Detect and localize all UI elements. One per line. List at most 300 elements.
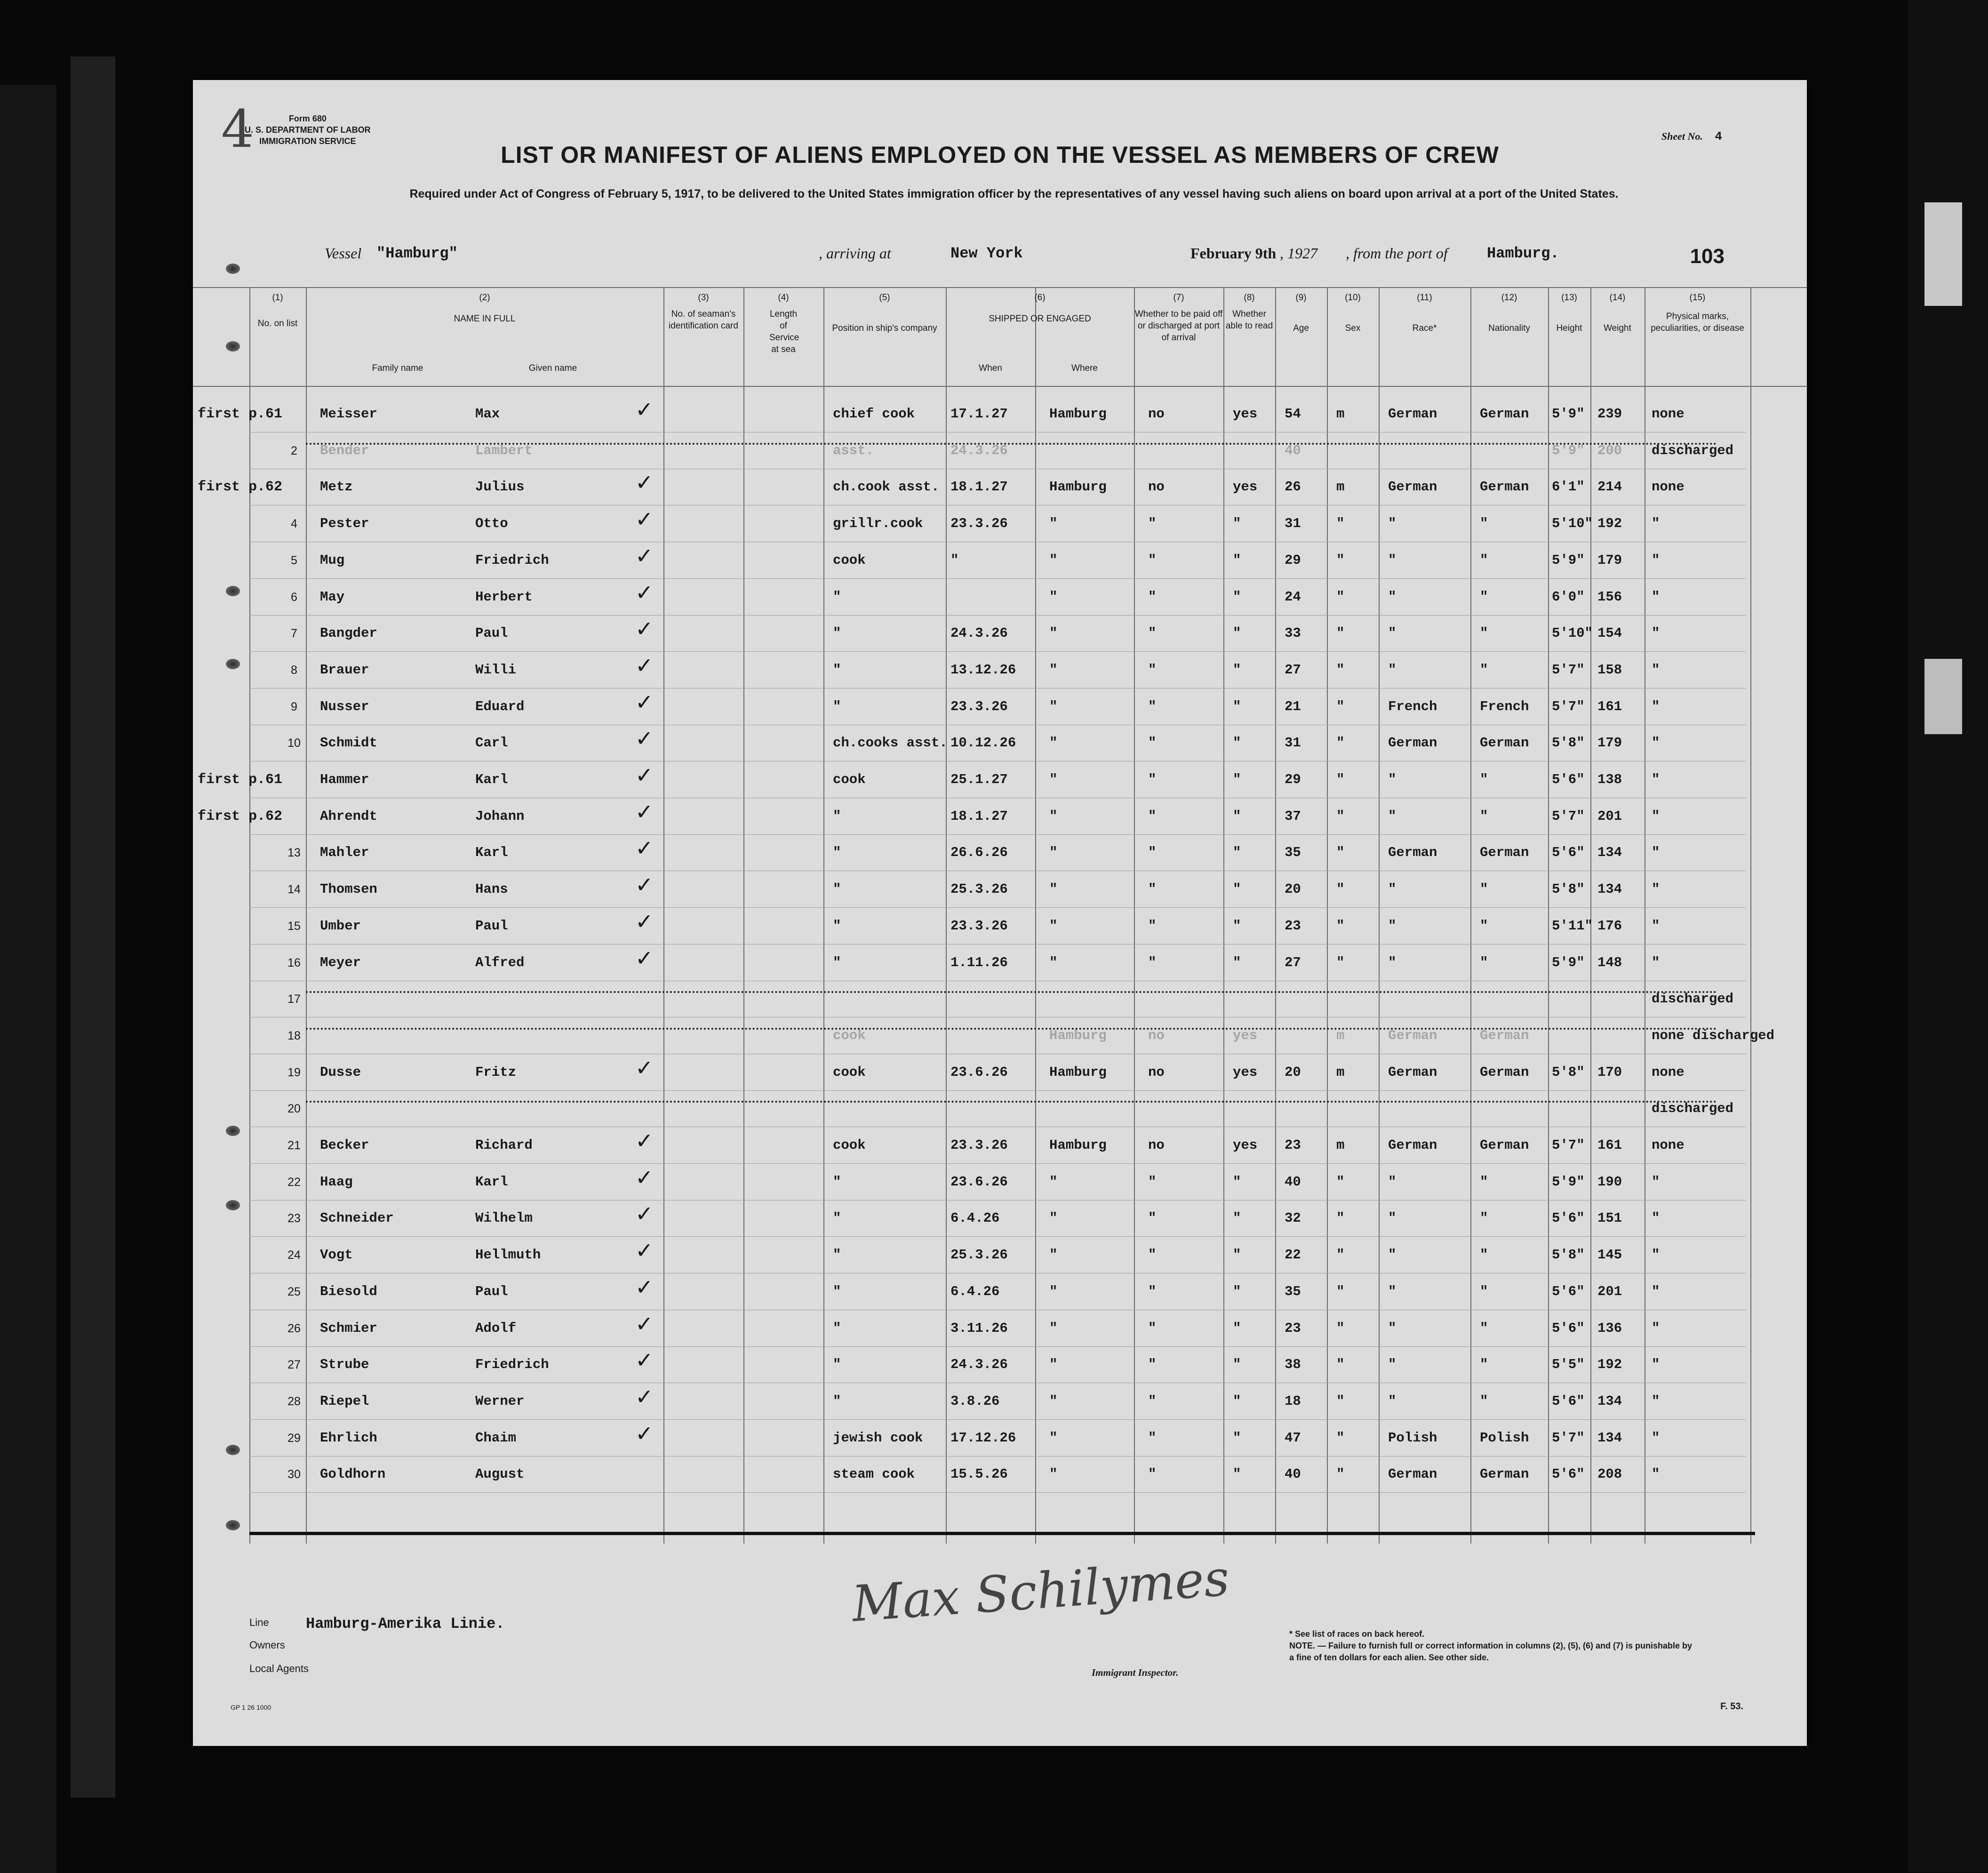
table-row xyxy=(193,945,1807,987)
shipped-when: 17.1.27 xyxy=(950,406,1008,422)
id-check: ✓ xyxy=(635,762,654,788)
nationality: German xyxy=(1480,406,1529,422)
paid-off: " xyxy=(1148,1393,1157,1409)
position: " xyxy=(833,918,841,934)
shipped-where: " xyxy=(1049,1393,1058,1409)
height: 5'6" xyxy=(1552,772,1585,787)
shipped-where: Hamburg xyxy=(1049,1137,1107,1153)
able-to-read: " xyxy=(1233,1321,1241,1336)
row-number: 19 xyxy=(287,1066,301,1079)
race: " xyxy=(1388,1393,1397,1409)
col-header-given: Given name xyxy=(528,363,577,373)
family-name: Meisser xyxy=(320,406,377,422)
height: 5'11" xyxy=(1552,918,1593,934)
id-check: ✓ xyxy=(635,835,654,861)
row-number: 18 xyxy=(287,1029,301,1042)
table-row xyxy=(193,1165,1807,1207)
physical-marks: discharged xyxy=(1652,443,1734,458)
able-to-read: " xyxy=(1233,1210,1241,1226)
table-row xyxy=(193,1201,1807,1243)
physical-marks: " xyxy=(1652,1247,1660,1263)
race: " xyxy=(1388,808,1397,824)
race: " xyxy=(1388,955,1397,970)
shipped-where: " xyxy=(1049,662,1058,678)
paid-off: " xyxy=(1148,1430,1157,1446)
col-header-14: (14) Weight xyxy=(1604,293,1631,333)
height: 5'7" xyxy=(1552,1137,1585,1153)
col-header-where: Where xyxy=(1071,363,1098,373)
race: German xyxy=(1388,406,1437,422)
age: 40 xyxy=(1285,1466,1301,1482)
physical-marks: " xyxy=(1652,1466,1660,1482)
paid-off: " xyxy=(1148,1247,1157,1263)
weight: 179 xyxy=(1597,552,1622,568)
table-row xyxy=(193,1026,1807,1060)
nationality: " xyxy=(1480,1321,1488,1336)
paid-off: no xyxy=(1148,1065,1165,1080)
physical-marks: " xyxy=(1652,552,1660,568)
age: 23 xyxy=(1285,1137,1301,1153)
nationality: " xyxy=(1480,1393,1488,1409)
family-name: Haag xyxy=(320,1174,353,1190)
paid-off: no xyxy=(1148,479,1165,495)
weight: 154 xyxy=(1597,625,1622,641)
row-rule xyxy=(249,834,1746,835)
race: " xyxy=(1388,516,1397,531)
row-rule xyxy=(249,1419,1746,1420)
position: " xyxy=(833,1321,841,1336)
sex: " xyxy=(1336,1174,1345,1190)
binder-tab xyxy=(1924,659,1962,734)
nationality: German xyxy=(1480,1137,1529,1153)
race: German xyxy=(1388,1466,1437,1482)
family-name: Ahrendt xyxy=(320,808,377,824)
position: cook xyxy=(833,1065,866,1080)
row-number: 13 xyxy=(287,846,301,859)
arrival-year: , 1927 xyxy=(1280,245,1317,262)
col-header-4: (4) Length of Service at sea xyxy=(769,293,799,354)
age: 40 xyxy=(1285,1174,1301,1190)
agents-label: Local Agents xyxy=(249,1663,309,1674)
physical-marks: none xyxy=(1652,479,1685,495)
physical-marks: " xyxy=(1652,1393,1660,1409)
shipped-when: 17.12.26 xyxy=(950,1430,1016,1446)
id-check: ✓ xyxy=(635,1347,654,1373)
able-to-read: " xyxy=(1233,955,1241,970)
paid-off: " xyxy=(1148,772,1157,787)
age: 47 xyxy=(1285,1430,1301,1446)
physical-marks: discharged xyxy=(1652,991,1734,1007)
family-name: Goldhorn xyxy=(320,1466,386,1482)
sex: " xyxy=(1336,516,1345,531)
shipped-when: 26.6.26 xyxy=(950,845,1008,860)
shipped-where: Hamburg xyxy=(1049,1065,1107,1080)
shipped-when: 1.11.26 xyxy=(950,955,1008,970)
sheet-label: Sheet No. xyxy=(1661,130,1703,142)
strike-through xyxy=(306,1101,1717,1105)
vessel-label: Vessel xyxy=(325,245,362,262)
physical-marks: " xyxy=(1652,516,1660,531)
position: steam cook xyxy=(833,1466,915,1482)
given-name: Lambert xyxy=(475,443,533,458)
sex: m xyxy=(1336,1065,1345,1080)
weight: 201 xyxy=(1597,808,1622,824)
position: cook xyxy=(833,552,866,568)
paid-off: " xyxy=(1148,845,1157,860)
inspector-signature: Max Schilymes xyxy=(850,1549,1231,1633)
given-name: Richard xyxy=(475,1137,533,1153)
paid-off: " xyxy=(1148,735,1157,751)
table-row xyxy=(193,397,1807,439)
paid-off: " xyxy=(1148,808,1157,824)
position: " xyxy=(833,1357,841,1372)
able-to-read: " xyxy=(1233,552,1241,568)
given-name: Max xyxy=(475,406,500,422)
row-rule xyxy=(249,1163,1746,1164)
shipped-where: " xyxy=(1049,808,1058,824)
nationality: Polish xyxy=(1480,1430,1529,1446)
nationality: German xyxy=(1480,845,1529,860)
shipped-where: " xyxy=(1049,845,1058,860)
nationality: French xyxy=(1480,699,1529,714)
shipped-when: 3.11.26 xyxy=(950,1321,1008,1336)
physical-marks: " xyxy=(1652,625,1660,641)
age: 32 xyxy=(1285,1210,1301,1226)
table-row xyxy=(193,441,1807,475)
paid-off: " xyxy=(1148,516,1157,531)
shipped-when: 23.3.26 xyxy=(950,516,1008,531)
given-name: Karl xyxy=(475,772,508,787)
height: 6'0" xyxy=(1552,589,1585,605)
nationality: " xyxy=(1480,1247,1488,1263)
sex: " xyxy=(1336,1466,1345,1482)
paid-off: " xyxy=(1148,1284,1157,1299)
family-name: Mug xyxy=(320,552,345,568)
row-rule xyxy=(249,615,1746,616)
paid-off: " xyxy=(1148,1321,1157,1336)
row-number: 21 xyxy=(287,1139,301,1152)
able-to-read: yes xyxy=(1233,1065,1258,1080)
weight: 214 xyxy=(1597,479,1622,495)
height: 5'6" xyxy=(1552,1393,1585,1409)
given-name: Johann xyxy=(475,808,525,824)
position: " xyxy=(833,699,841,714)
shipped-when: 23.3.26 xyxy=(950,1137,1008,1153)
row-rule xyxy=(249,1236,1746,1237)
race: German xyxy=(1388,1137,1437,1153)
sex: " xyxy=(1336,1321,1345,1336)
family-name: May xyxy=(320,589,345,605)
departure-label: , from the port of xyxy=(1346,245,1448,262)
sex: " xyxy=(1336,1430,1345,1446)
id-check: ✓ xyxy=(635,945,654,971)
table-row xyxy=(193,470,1807,512)
id-check: ✓ xyxy=(635,506,654,532)
row-number: 24 xyxy=(287,1249,301,1262)
height: 5'10" xyxy=(1552,625,1593,641)
given-name: August xyxy=(475,1466,525,1482)
row-note: first p.61 xyxy=(198,772,283,788)
family-name: Meyer xyxy=(320,955,361,970)
race-note: * See list of races on back hereof. xyxy=(1289,1629,1425,1639)
document-subtitle: Required under Act of Congress of February 5, 1917, to be delivered to the United States immigration officer by the representatives of any vessel having such aliens on board upon arrival at a port of the United States. xyxy=(409,187,1619,200)
nationality: " xyxy=(1480,552,1488,568)
row-number: 15 xyxy=(287,920,301,933)
height: 5'7" xyxy=(1552,699,1585,714)
position: cook xyxy=(833,772,866,787)
physical-marks: " xyxy=(1652,589,1660,605)
shipped-when: 25.1.27 xyxy=(950,772,1008,787)
physical-marks: " xyxy=(1652,1210,1660,1226)
family-name: Thomsen xyxy=(320,881,377,897)
height: 5'6" xyxy=(1552,1284,1585,1299)
punch-hole xyxy=(226,264,240,274)
shipped-when: 25.3.26 xyxy=(950,881,1008,897)
col-header-15: (15) Physical marks, peculiarities, or disease xyxy=(1651,293,1744,333)
sex: " xyxy=(1336,808,1345,824)
col-header-13: (13) Height xyxy=(1556,293,1582,333)
position: " xyxy=(833,1284,841,1299)
age: 40 xyxy=(1285,443,1301,458)
row-note: first p.61 xyxy=(198,406,283,422)
race: " xyxy=(1388,625,1397,641)
sex: " xyxy=(1336,1210,1345,1226)
race: " xyxy=(1388,1247,1397,1263)
shipped-when: 23.3.26 xyxy=(950,699,1008,714)
row-number: 26 xyxy=(287,1322,301,1335)
able-to-read: " xyxy=(1233,662,1241,678)
able-to-read: yes xyxy=(1233,1028,1258,1043)
able-to-read: " xyxy=(1233,1466,1241,1482)
height: 5'9" xyxy=(1552,443,1585,458)
family-name: Schmidt xyxy=(320,735,377,751)
id-check: ✓ xyxy=(635,1128,654,1153)
shipped-where: " xyxy=(1049,589,1058,605)
age: 23 xyxy=(1285,918,1301,934)
sex: " xyxy=(1336,1357,1345,1372)
id-check: ✓ xyxy=(635,580,654,605)
id-check: ✓ xyxy=(635,1384,654,1409)
position: " xyxy=(833,1247,841,1263)
age: 21 xyxy=(1285,699,1301,714)
paid-off: " xyxy=(1148,881,1157,897)
race: German xyxy=(1388,1065,1437,1080)
age: 29 xyxy=(1285,772,1301,787)
binder-left-edge xyxy=(0,85,56,1873)
paid-off: no xyxy=(1148,1028,1165,1043)
shipped-where: Hamburg xyxy=(1049,479,1107,495)
physical-marks: " xyxy=(1652,1321,1660,1336)
position: chief cook xyxy=(833,406,915,422)
row-rule xyxy=(249,1456,1746,1457)
shipped-where: " xyxy=(1049,552,1058,568)
table-bottom-rule xyxy=(249,1532,1755,1535)
height: 5'9" xyxy=(1552,406,1585,422)
row-note: first p.62 xyxy=(198,808,283,824)
weight: 161 xyxy=(1597,1137,1622,1153)
race: Polish xyxy=(1388,1430,1437,1446)
paid-off: " xyxy=(1148,662,1157,678)
table-rule xyxy=(193,287,1807,288)
page-number: 103 xyxy=(1690,245,1725,268)
weight: 158 xyxy=(1597,662,1622,678)
row-number: 4 xyxy=(291,517,297,530)
height: 5'5" xyxy=(1552,1357,1585,1372)
paid-off: " xyxy=(1148,589,1157,605)
table-row xyxy=(193,1099,1807,1133)
race: " xyxy=(1388,552,1397,568)
nationality: " xyxy=(1480,772,1488,787)
family-name: Nusser xyxy=(320,699,369,714)
shipped-where: " xyxy=(1049,918,1058,934)
family-name: Riepel xyxy=(320,1393,369,1409)
physical-marks: none xyxy=(1652,406,1685,422)
sex: " xyxy=(1336,625,1345,641)
sheet-no: 4 xyxy=(1715,129,1722,144)
row-number: 5 xyxy=(291,554,297,567)
nationality: " xyxy=(1480,589,1488,605)
row-rule xyxy=(249,578,1746,579)
row-rule xyxy=(249,1090,1746,1091)
arrival-port: New York xyxy=(950,245,1023,262)
position: " xyxy=(833,808,841,824)
line-label: Line xyxy=(249,1617,269,1628)
row-number: 7 xyxy=(291,627,297,640)
table-row xyxy=(193,1384,1807,1426)
weight: 134 xyxy=(1597,881,1622,897)
race: " xyxy=(1388,881,1397,897)
id-check: ✓ xyxy=(635,1201,654,1226)
printer-mark: GP 1 26 1000 xyxy=(231,1704,271,1711)
age: 20 xyxy=(1285,881,1301,897)
weight: 145 xyxy=(1597,1247,1622,1263)
physical-marks: " xyxy=(1652,699,1660,714)
id-check: ✓ xyxy=(635,1165,654,1190)
position: " xyxy=(833,625,841,641)
weight: 134 xyxy=(1597,1430,1622,1446)
paid-off: " xyxy=(1148,955,1157,970)
shipped-when: 25.3.26 xyxy=(950,1247,1008,1263)
id-check: ✓ xyxy=(635,653,654,678)
given-name: Eduard xyxy=(475,699,525,714)
sex: " xyxy=(1336,552,1345,568)
sex: " xyxy=(1336,918,1345,934)
col-header-3: (3) No. of seaman's identification card xyxy=(669,293,738,331)
document-title: LIST OR MANIFEST OF ALIENS EMPLOYED ON THE VESSEL AS MEMBERS OF CREW xyxy=(501,142,1499,168)
shipped-when: 18.1.27 xyxy=(950,479,1008,495)
weight: 161 xyxy=(1597,699,1622,714)
arriving-label: , arriving at xyxy=(819,245,891,262)
age: 23 xyxy=(1285,1321,1301,1336)
height: 5'6" xyxy=(1552,1466,1585,1482)
col-header-when: When xyxy=(979,363,1002,373)
given-name: Fritz xyxy=(475,1065,517,1080)
age: 18 xyxy=(1285,1393,1301,1409)
id-check: ✓ xyxy=(635,909,654,934)
family-name: Metz xyxy=(320,479,353,495)
able-to-read: " xyxy=(1233,845,1241,860)
table-rule xyxy=(193,386,1807,387)
height: 5'10" xyxy=(1552,516,1593,531)
table-row xyxy=(193,762,1807,804)
table-row xyxy=(193,1238,1807,1280)
shipped-where: " xyxy=(1049,625,1058,641)
table-row xyxy=(193,726,1807,768)
weight: 192 xyxy=(1597,516,1622,531)
shipped-when: 24.3.26 xyxy=(950,625,1008,641)
height: 5'6" xyxy=(1552,1210,1585,1226)
table-row xyxy=(193,835,1807,877)
shipped-where: " xyxy=(1049,881,1058,897)
shipped-when: 23.6.26 xyxy=(950,1065,1008,1080)
position: jewish cook xyxy=(833,1430,923,1446)
row-number: 23 xyxy=(287,1212,301,1225)
manifest-page xyxy=(193,80,1807,1746)
margin-mark: 4 xyxy=(221,99,254,159)
sex: " xyxy=(1336,589,1345,605)
id-check: ✓ xyxy=(635,872,654,897)
crew-table xyxy=(193,287,1807,1652)
race: " xyxy=(1388,1174,1397,1190)
able-to-read: " xyxy=(1233,772,1241,787)
shipped-where: " xyxy=(1049,955,1058,970)
given-name: Wilhelm xyxy=(475,1210,533,1226)
table-row xyxy=(193,872,1807,914)
vessel-line xyxy=(325,245,1764,273)
nationality: German xyxy=(1480,1028,1529,1043)
table-row xyxy=(193,543,1807,585)
row-number: 28 xyxy=(287,1395,301,1408)
weight: 201 xyxy=(1597,1284,1622,1299)
vessel-name: "Hamburg" xyxy=(376,245,458,262)
able-to-read: " xyxy=(1233,1357,1241,1372)
given-name: Willi xyxy=(475,662,517,678)
shipped-where: " xyxy=(1049,1210,1058,1226)
penalty-note: NOTE. — Failure to furnish full or correct information in columns (2), (5), (6) and (7) is punishable by a fine of ten dollars for each alien. See other side. xyxy=(1289,1641,1693,1662)
row-number: 17 xyxy=(287,993,301,1006)
physical-marks: " xyxy=(1652,1174,1660,1190)
paid-off: " xyxy=(1148,1466,1157,1482)
col-header-family: Family name xyxy=(372,363,423,373)
shipped-where: " xyxy=(1049,699,1058,714)
sex: " xyxy=(1336,881,1345,897)
paid-off: " xyxy=(1148,1174,1157,1190)
weight: 179 xyxy=(1597,735,1622,751)
age: 27 xyxy=(1285,955,1301,970)
family-name: Biesold xyxy=(320,1284,377,1299)
age: 35 xyxy=(1285,1284,1301,1299)
position: grillr.cook xyxy=(833,516,923,531)
row-rule xyxy=(249,651,1746,652)
physical-marks: " xyxy=(1652,735,1660,751)
position: " xyxy=(833,845,841,860)
id-check: ✓ xyxy=(635,726,654,751)
race: " xyxy=(1388,589,1397,605)
paid-off: " xyxy=(1148,552,1157,568)
row-number: 8 xyxy=(291,664,297,677)
height: 5'6" xyxy=(1552,1321,1585,1336)
position: ch.cooks asst. xyxy=(833,735,948,751)
height: 5'9" xyxy=(1552,1174,1585,1190)
given-name: Friedrich xyxy=(475,1357,549,1372)
physical-marks: discharged xyxy=(1652,1101,1734,1116)
form-id: Form 680 U. S. DEPARTMENT OF LABOR IMMIGRATION SERVICE xyxy=(245,114,371,146)
family-name: Becker xyxy=(320,1137,369,1153)
sex: " xyxy=(1336,1393,1345,1409)
shipped-when: 24.3.26 xyxy=(950,1357,1008,1372)
given-name: Werner xyxy=(475,1393,525,1409)
paid-off: no xyxy=(1148,406,1165,422)
